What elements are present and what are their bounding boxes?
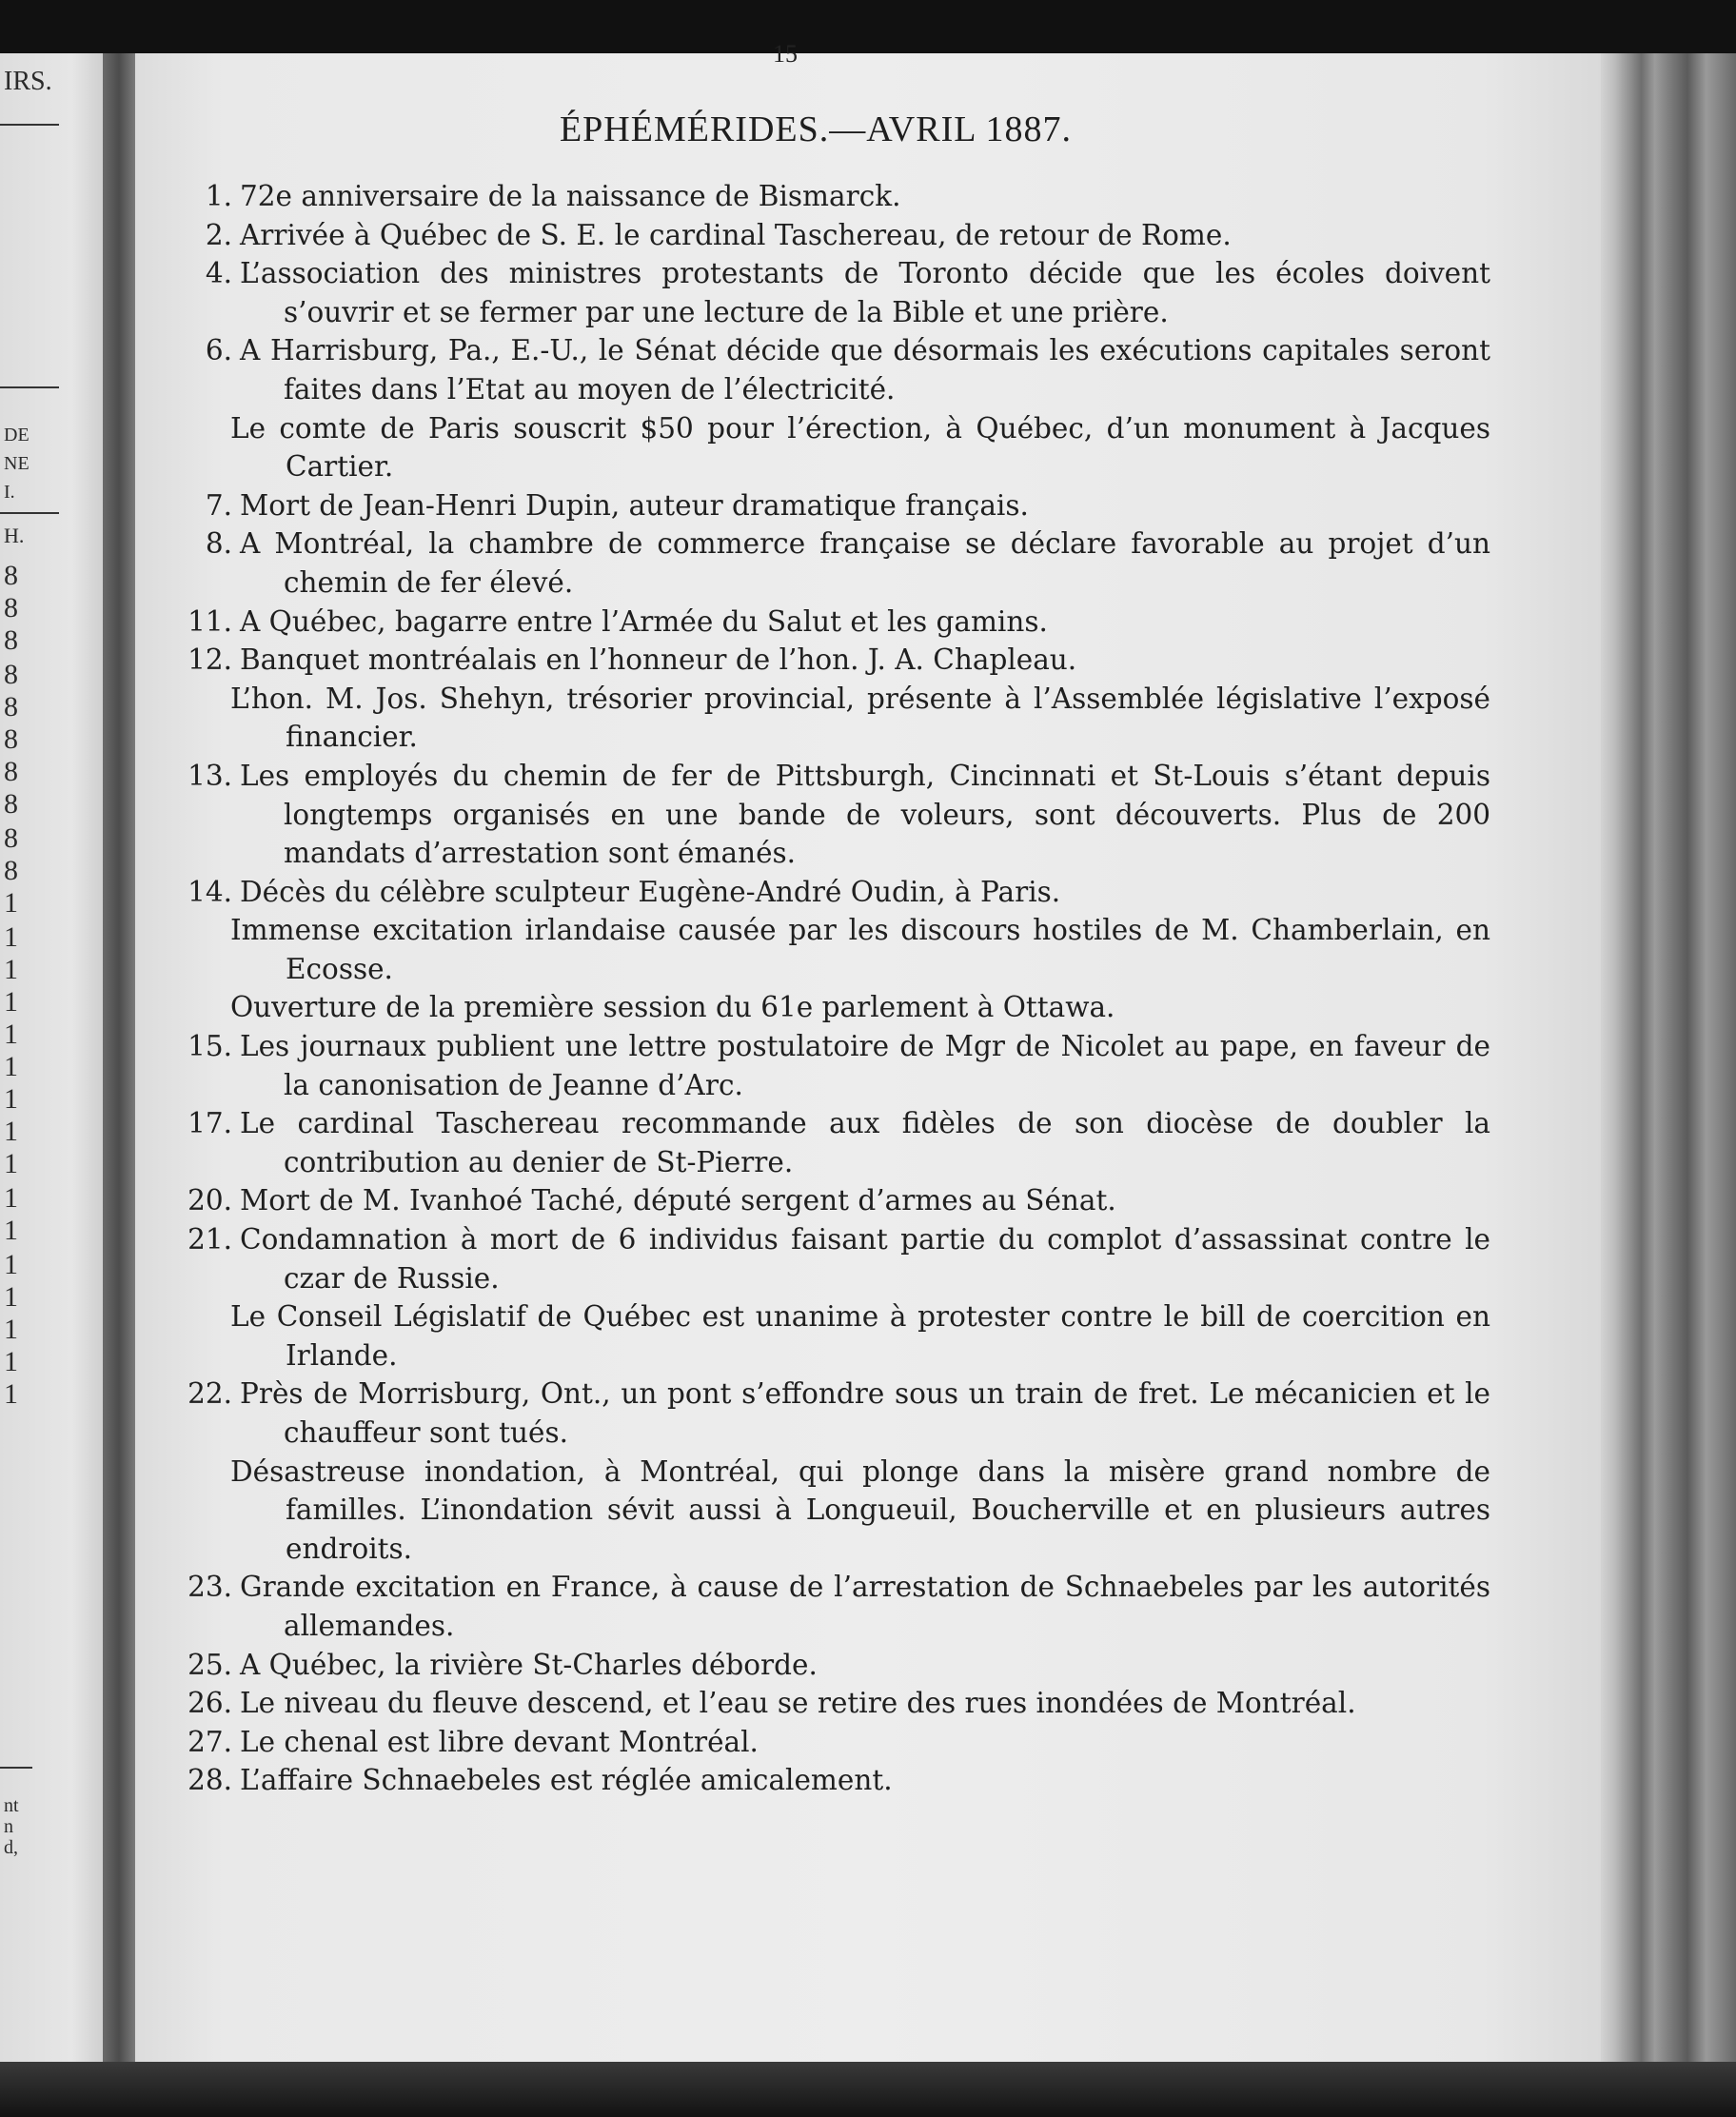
entry (181, 1220, 1490, 1297)
page-stack-edge (1601, 53, 1736, 2062)
entry-text: Mort de M. Ivanhoé Taché, député sergent d’armes au Sénat. (240, 1184, 1116, 1217)
adjacent-page-text: 1 (4, 1019, 18, 1050)
entry-day-number: 8. (205, 527, 232, 561)
entry-day-number: 20. (187, 1184, 232, 1217)
adjacent-page-text: n (4, 1816, 13, 1837)
entry (181, 1453, 1490, 1569)
entry-text: L’association des ministres protestants de Toronto décide que les écoles doivent s’ouvrir et se fermer par une lecture de la Bible et une prière. (240, 257, 1490, 328)
adjacent-page-text: 8 (4, 659, 18, 690)
entry-text: Condamnation à mort de 6 individus faisant partie du complot d’assassinat contre le czar de Russie. (240, 1223, 1490, 1295)
adjacent-page-text: 1 (4, 954, 18, 985)
entry (181, 1568, 1490, 1645)
entry-day-number: 13. (187, 759, 232, 792)
scan-top-border (0, 0, 1736, 53)
adjacent-page-text: 1 (4, 1215, 18, 1246)
adjacent-page-text: 1 (4, 986, 18, 1018)
entry (181, 911, 1490, 988)
entry-day-number: 23. (187, 1571, 232, 1604)
entry (181, 873, 1490, 912)
adjacent-page-text: 8 (4, 624, 18, 656)
entry (181, 1723, 1490, 1762)
adjacent-page-text: nt (4, 1795, 19, 1816)
adjacent-page-text: 1 (4, 921, 18, 953)
entry-text: Les employés du chemin de fer de Pittsburgh, Cincinnati et St-Louis s’étant depuis longtemps organisés en une bande de voleurs, sont découverts. Plus de 200 mandats d’arrestation sont émanés. (240, 759, 1490, 870)
adjacent-page-text: I. (4, 482, 15, 503)
entry-text: Ouverture de la première session du 61e parlement à Ottawa. (230, 991, 1115, 1024)
adjacent-page-text: 8 (4, 592, 18, 623)
entry (181, 988, 1490, 1027)
adjacent-page-text: 8 (4, 788, 18, 820)
entry-day-number: 14. (187, 875, 232, 908)
entry-text: L’hon. M. Jos. Shehyn, trésorier provincial, présente à l’Assemblée législative l’exposé financier. (230, 682, 1490, 754)
entry-text: Grande excitation en France, à cause de l’arrestation de Schnaebeles par les autorités allemandes. (240, 1571, 1490, 1642)
entry (181, 1761, 1490, 1800)
adjacent-page-text: 8 (4, 855, 18, 886)
entry-day-number: 12. (187, 643, 232, 677)
page-number: 15 (773, 40, 798, 68)
adjacent-page-text: 1 (4, 1249, 18, 1280)
entries-list (181, 177, 1490, 1800)
adjacent-page-rule (0, 124, 59, 126)
entry-day-number: 7. (205, 488, 232, 522)
scan-bottom-border (0, 2062, 1736, 2117)
entry-text: Banquet montréalais en l’honneur de l’hon. J. A. Chapleau. (240, 643, 1077, 677)
entry-text: A Harrisburg, Pa., E.-U., le Sénat décide que désormais les exécutions capitales seront faites dans l’Etat au moyen de l’électricité. (240, 334, 1490, 406)
adjacent-page-text: 1 (4, 1182, 18, 1214)
adjacent-page-text: H. (4, 524, 25, 547)
adjacent-page-text: 8 (4, 822, 18, 854)
adjacent-page-text: 8 (4, 756, 18, 787)
entry-text: A Québec, bagarre entre l’Armée du Salut et les gamins. (240, 604, 1048, 638)
entry (181, 1684, 1490, 1723)
entry (181, 1375, 1490, 1452)
adjacent-page-text: 1 (4, 1378, 18, 1410)
adjacent-page-text: IRS. (4, 67, 52, 96)
entry (181, 409, 1490, 486)
entry-day-number: 1. (205, 180, 232, 212)
entry (181, 1027, 1490, 1104)
adjacent-page-rule (0, 512, 59, 514)
entry (181, 680, 1490, 757)
entry-text: Mort de Jean-Henri Dupin, auteur dramatique français. (240, 488, 1029, 522)
entry-text: 72e anniversaire de la naissance de Bismarck. (240, 180, 901, 212)
entry-text: Les journaux publient une lettre postulatoire de Mgr de Nicolet au pape, en faveur de la canonisation de Jeanne d’Arc. (240, 1030, 1490, 1101)
entry (181, 216, 1490, 255)
entry-text: A Québec, la rivière St-Charles déborde. (240, 1648, 818, 1681)
entry-day-number: 27. (187, 1725, 232, 1758)
entry-day-number: 11. (187, 604, 232, 638)
adjacent-page-text: 1 (4, 1281, 18, 1313)
adjacent-page-text: 1 (4, 1148, 18, 1179)
entry-day-number: 2. (205, 218, 232, 251)
entry-text: Immense excitation irlandaise causée par les discours hostiles de M. Chamberlain, en Ecosse. (230, 914, 1490, 985)
entry-day-number: 26. (187, 1687, 232, 1720)
adjacent-page-text: 8 (4, 691, 18, 722)
entry-text: Le niveau du fleuve descend, et l’eau se retire des rues inondées de Montréal. (240, 1687, 1356, 1720)
adjacent-page-text: 1 (4, 1051, 18, 1082)
adjacent-page-text: 1 (4, 887, 18, 919)
entry-day-number: 4. (205, 257, 232, 290)
page-title: ÉPHÉMÉRIDES.—AVRIL 1887. (559, 109, 1073, 149)
entry-text: Le comte de Paris souscrit $50 pour l’érection, à Québec, d’un monument à Jacques Cartier. (230, 411, 1490, 484)
entry-text: Le cardinal Taschereau recommande aux fidèles de son diocèse de doubler la contribution au denier de St-Pierre. (240, 1107, 1490, 1178)
adjacent-page-fragment (0, 53, 103, 2062)
entry-day-number: 17. (187, 1107, 232, 1140)
entry (181, 1646, 1490, 1685)
book-gutter (103, 53, 135, 2062)
adjacent-page-text: 8 (4, 560, 18, 591)
adjacent-page-rule (0, 1767, 32, 1769)
adjacent-page-text: 1 (4, 1083, 18, 1115)
adjacent-page-text: 8 (4, 723, 18, 755)
entry-text: Près de Morrisburg, Ont., un pont s’effondre sous un train de fret. Le mécanicien et le chauffeur sont tués. (240, 1377, 1490, 1449)
entry-day-number: 28. (187, 1764, 232, 1797)
entry-text: Décès du célèbre sculpteur Eugène-André Oudin, à Paris. (240, 875, 1061, 908)
adjacent-page-text: d, (4, 1837, 18, 1858)
adjacent-page-rule (0, 386, 59, 388)
entry-day-number: 25. (187, 1648, 232, 1681)
entry-day-number: 21. (187, 1223, 232, 1256)
entry (181, 641, 1490, 680)
entry-text: L’affaire Schnaebeles est réglée amicalement. (240, 1764, 893, 1797)
entry (181, 486, 1490, 525)
adjacent-page-text: NE (4, 453, 30, 474)
entry-day-number: 6. (205, 334, 232, 367)
entry (181, 1181, 1490, 1220)
entry-day-number: 22. (187, 1377, 232, 1411)
entry (181, 1104, 1490, 1181)
entry-text: Arrivée à Québec de S. E. le cardinal Taschereau, de retour de Rome. (240, 218, 1232, 251)
entry (181, 603, 1490, 642)
entry (181, 331, 1490, 408)
entry (181, 524, 1490, 602)
entry-text: Le chenal est libre devant Montréal. (240, 1725, 759, 1758)
entry-text: Désastreuse inondation, à Montréal, qui plonge dans la misère grand nombre de familles. L’inondation sévit aussi à Longueuil, Boucherville et en plusieurs autres endroits. (230, 1454, 1490, 1565)
entry (181, 254, 1490, 331)
adjacent-page-text: 1 (4, 1314, 18, 1345)
adjacent-page-text: 1 (4, 1346, 18, 1377)
adjacent-page-text: DE (4, 425, 30, 445)
entry-text: Le Conseil Législatif de Québec est unanime à protester contre le bill de coercition en Irlande. (230, 1300, 1490, 1372)
entry (181, 1297, 1490, 1375)
adjacent-page-text: 1 (4, 1116, 18, 1147)
entry-text: A Montréal, la chambre de commerce française se déclare favorable au projet d’un chemin de fer élevé. (240, 527, 1490, 599)
entry (181, 177, 1490, 216)
entry-day-number: 15. (187, 1030, 232, 1063)
entry (181, 757, 1490, 873)
book-page (135, 40, 1601, 2062)
